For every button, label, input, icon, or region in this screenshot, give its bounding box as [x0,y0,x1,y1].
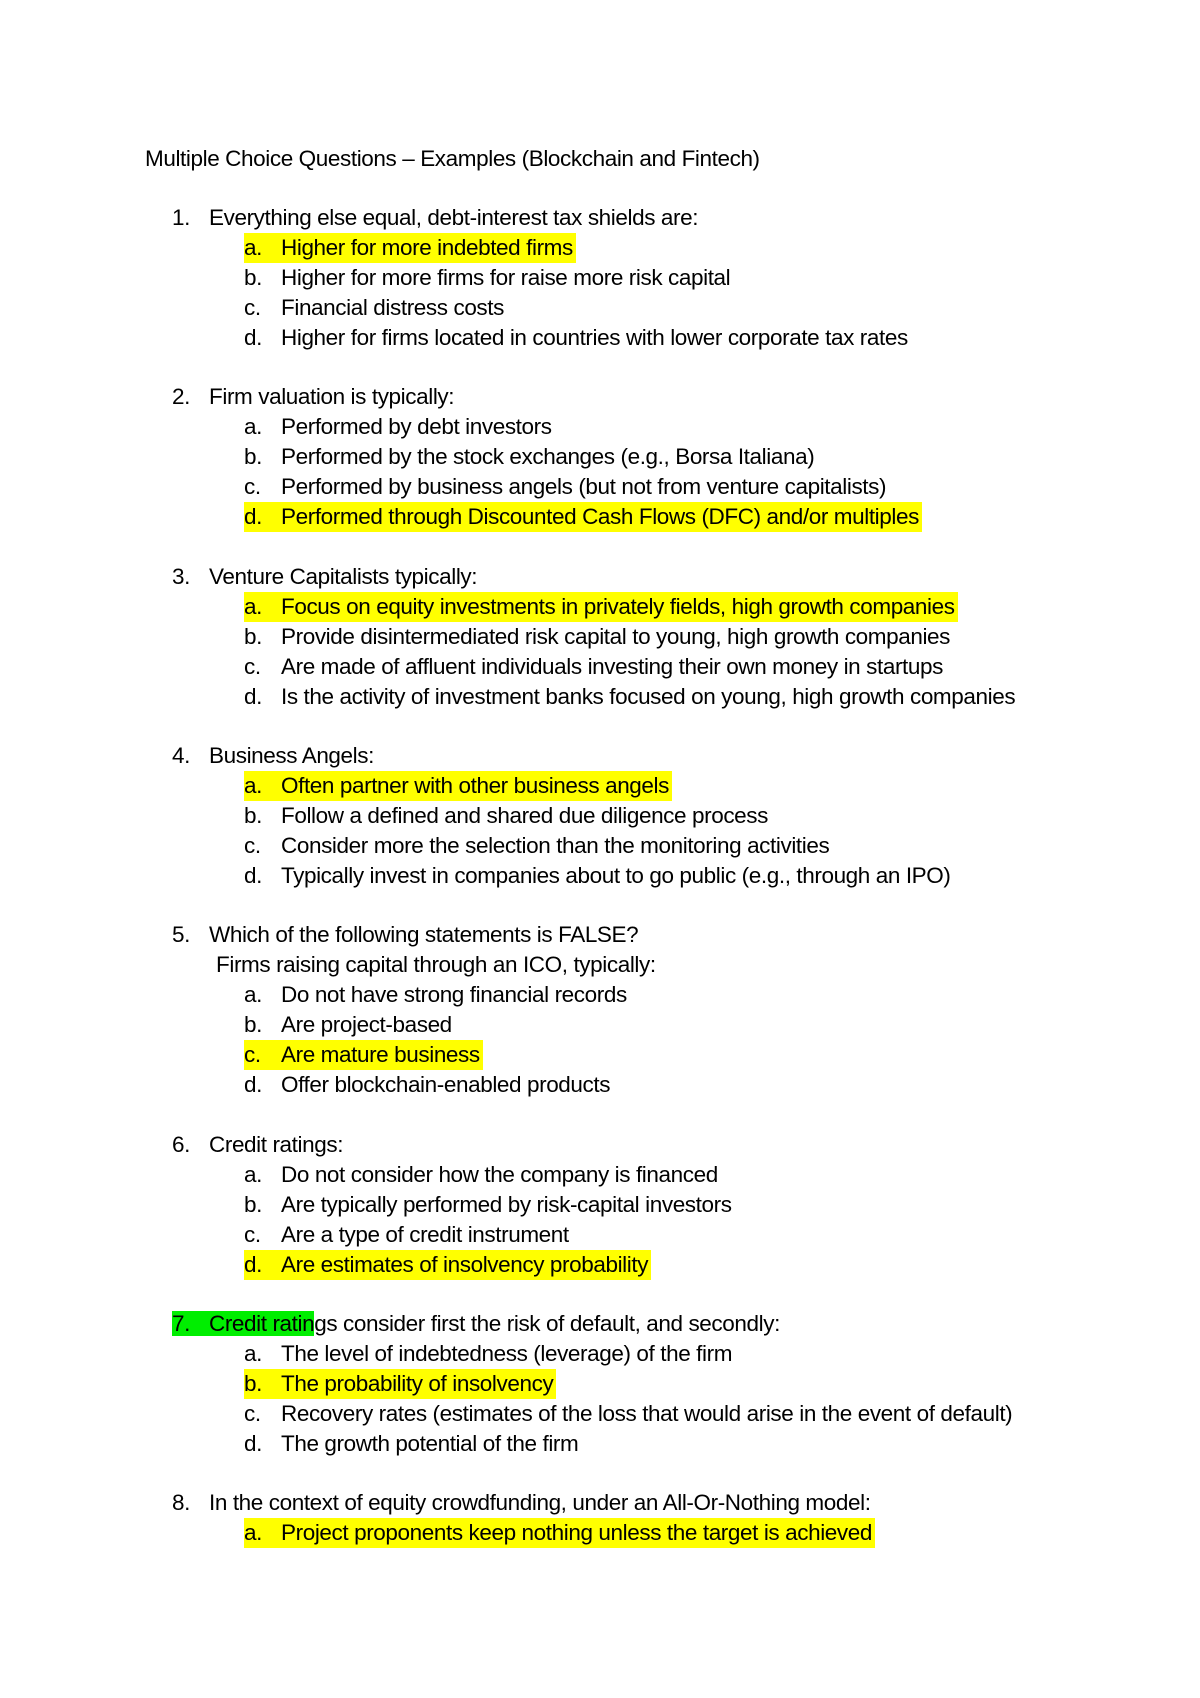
option-text: The level of indebtedness (leverage) of the firm [281,1341,733,1366]
option-letter: c. [244,474,261,499]
question-number: 2. [172,384,190,409]
question-text: Everything else equal, debt-interest tax shields are: [209,205,699,230]
question-number: 4. [172,743,190,768]
option-letter: c. [244,654,261,679]
question-line [172,1309,780,1339]
option-letter: d. [244,1431,262,1456]
option-letter: b. [244,265,262,290]
option-letter: a. [244,235,262,260]
option-text: Are mature business [281,1042,480,1067]
option-letter: a. [244,982,262,1007]
option-text: Provide disintermediated risk capital to young, high growth companies [281,624,951,649]
option-text: Higher for more firms for raise more risk capital [281,265,731,290]
option-d-answer [244,1250,651,1280]
option-letter: a. [244,773,262,798]
option-text: Performed through Discounted Cash Flows (DFC) and/or multiples [281,504,919,529]
option-c-answer [244,1040,483,1070]
option-text: Are project-based [281,1012,452,1037]
option-letter: c. [244,1042,261,1067]
option-text: Are made of affluent individuals investing their own money in startups [281,654,943,679]
option-letter: b. [244,624,262,649]
question-text: In the context of equity crowdfunding, under an All-Or-Nothing model: [209,1490,871,1515]
option-letter: a. [244,1341,262,1366]
option-letter: a. [244,1520,262,1545]
option-text: Project proponents keep nothing unless the target is achieved [281,1520,872,1545]
question-text: Venture Capitalists typically: [209,564,478,589]
page-title: Multiple Choice Questions – Examples (Blockchain and Fintech) [145,146,760,171]
option-b-answer [244,1369,556,1399]
option-letter: d. [244,1252,262,1277]
option-text: Consider more the selection than the monitoring activities [281,833,830,858]
option-text: Are typically performed by risk-capital investors [281,1192,732,1217]
option-text: Are estimates of insolvency probability [281,1252,649,1277]
option-text: The probability of insolvency [281,1371,554,1396]
option-letter: a. [244,1162,262,1187]
question-number: 6. [172,1132,190,1157]
option-text: The growth potential of the firm [281,1431,579,1456]
option-letter: d. [244,684,262,709]
option-text: Higher for more indebted firms [281,235,573,260]
option-letter: d. [244,863,262,888]
option-letter: d. [244,504,262,529]
option-letter: c. [244,1222,261,1247]
question-number: 8. [172,1490,190,1515]
option-a-answer [244,1518,875,1548]
option-letter: c. [244,1401,261,1426]
option-text: Do not consider how the company is financed [281,1162,718,1187]
option-text: Performed by the stock exchanges (e.g., Borsa Italiana) [281,444,815,469]
option-text: Higher for firms located in countries with lower corporate tax rates [281,325,908,350]
option-letter: d. [244,325,262,350]
option-text: Focus on equity investments in privately fields, high growth companies [281,594,955,619]
question-text: Business Angels: [209,743,374,768]
option-letter: a. [244,414,262,439]
option-a-answer [244,592,958,622]
question-number: 1. [172,205,190,230]
option-a-answer [244,233,576,263]
option-text: Are a type of credit instrument [281,1222,569,1247]
option-text: Performed by business angels (but not from venture capitalists) [281,474,887,499]
option-text: Often partner with other business angels [281,773,669,798]
option-a-answer [244,771,672,801]
option-letter: b. [244,444,262,469]
question-text: gs consider first the risk of default, and secondly: [314,1311,780,1336]
option-letter: a. [244,594,262,619]
option-text: Do not have strong financial records [281,982,627,1007]
option-letter: c. [244,295,261,320]
option-text: Performed by debt investors [281,414,552,439]
question-text: Firm valuation is typically: [209,384,455,409]
option-text: Typically invest in companies about to go public (e.g., through an IPO) [281,863,951,888]
question-number: 3. [172,564,190,589]
option-text: Follow a defined and shared due diligence process [281,803,768,828]
option-letter: b. [244,1012,262,1037]
question-text: Credit ratings: [209,1132,344,1157]
option-letter: c. [244,833,261,858]
option-text: Offer blockchain-enabled products [281,1072,611,1097]
question-number: 5. [172,922,190,947]
option-text: Financial distress costs [281,295,504,320]
question-text: Which of the following statements is FALSE? [209,922,639,947]
option-letter: b. [244,803,262,828]
option-text: Recovery rates (estimates of the loss that would arise in the event of default) [281,1401,1013,1426]
option-d-answer [244,502,922,532]
question-subtext: Firms raising capital through an ICO, typically: [216,952,656,977]
option-letter: b. [244,1371,262,1396]
option-letter: b. [244,1192,262,1217]
question-text-highlighted: Credit ratin [190,1311,314,1336]
option-letter: d. [244,1072,262,1097]
option-text: Is the activity of investment banks focused on young, high growth companies [281,684,1016,709]
question-number: 7. [172,1311,190,1336]
